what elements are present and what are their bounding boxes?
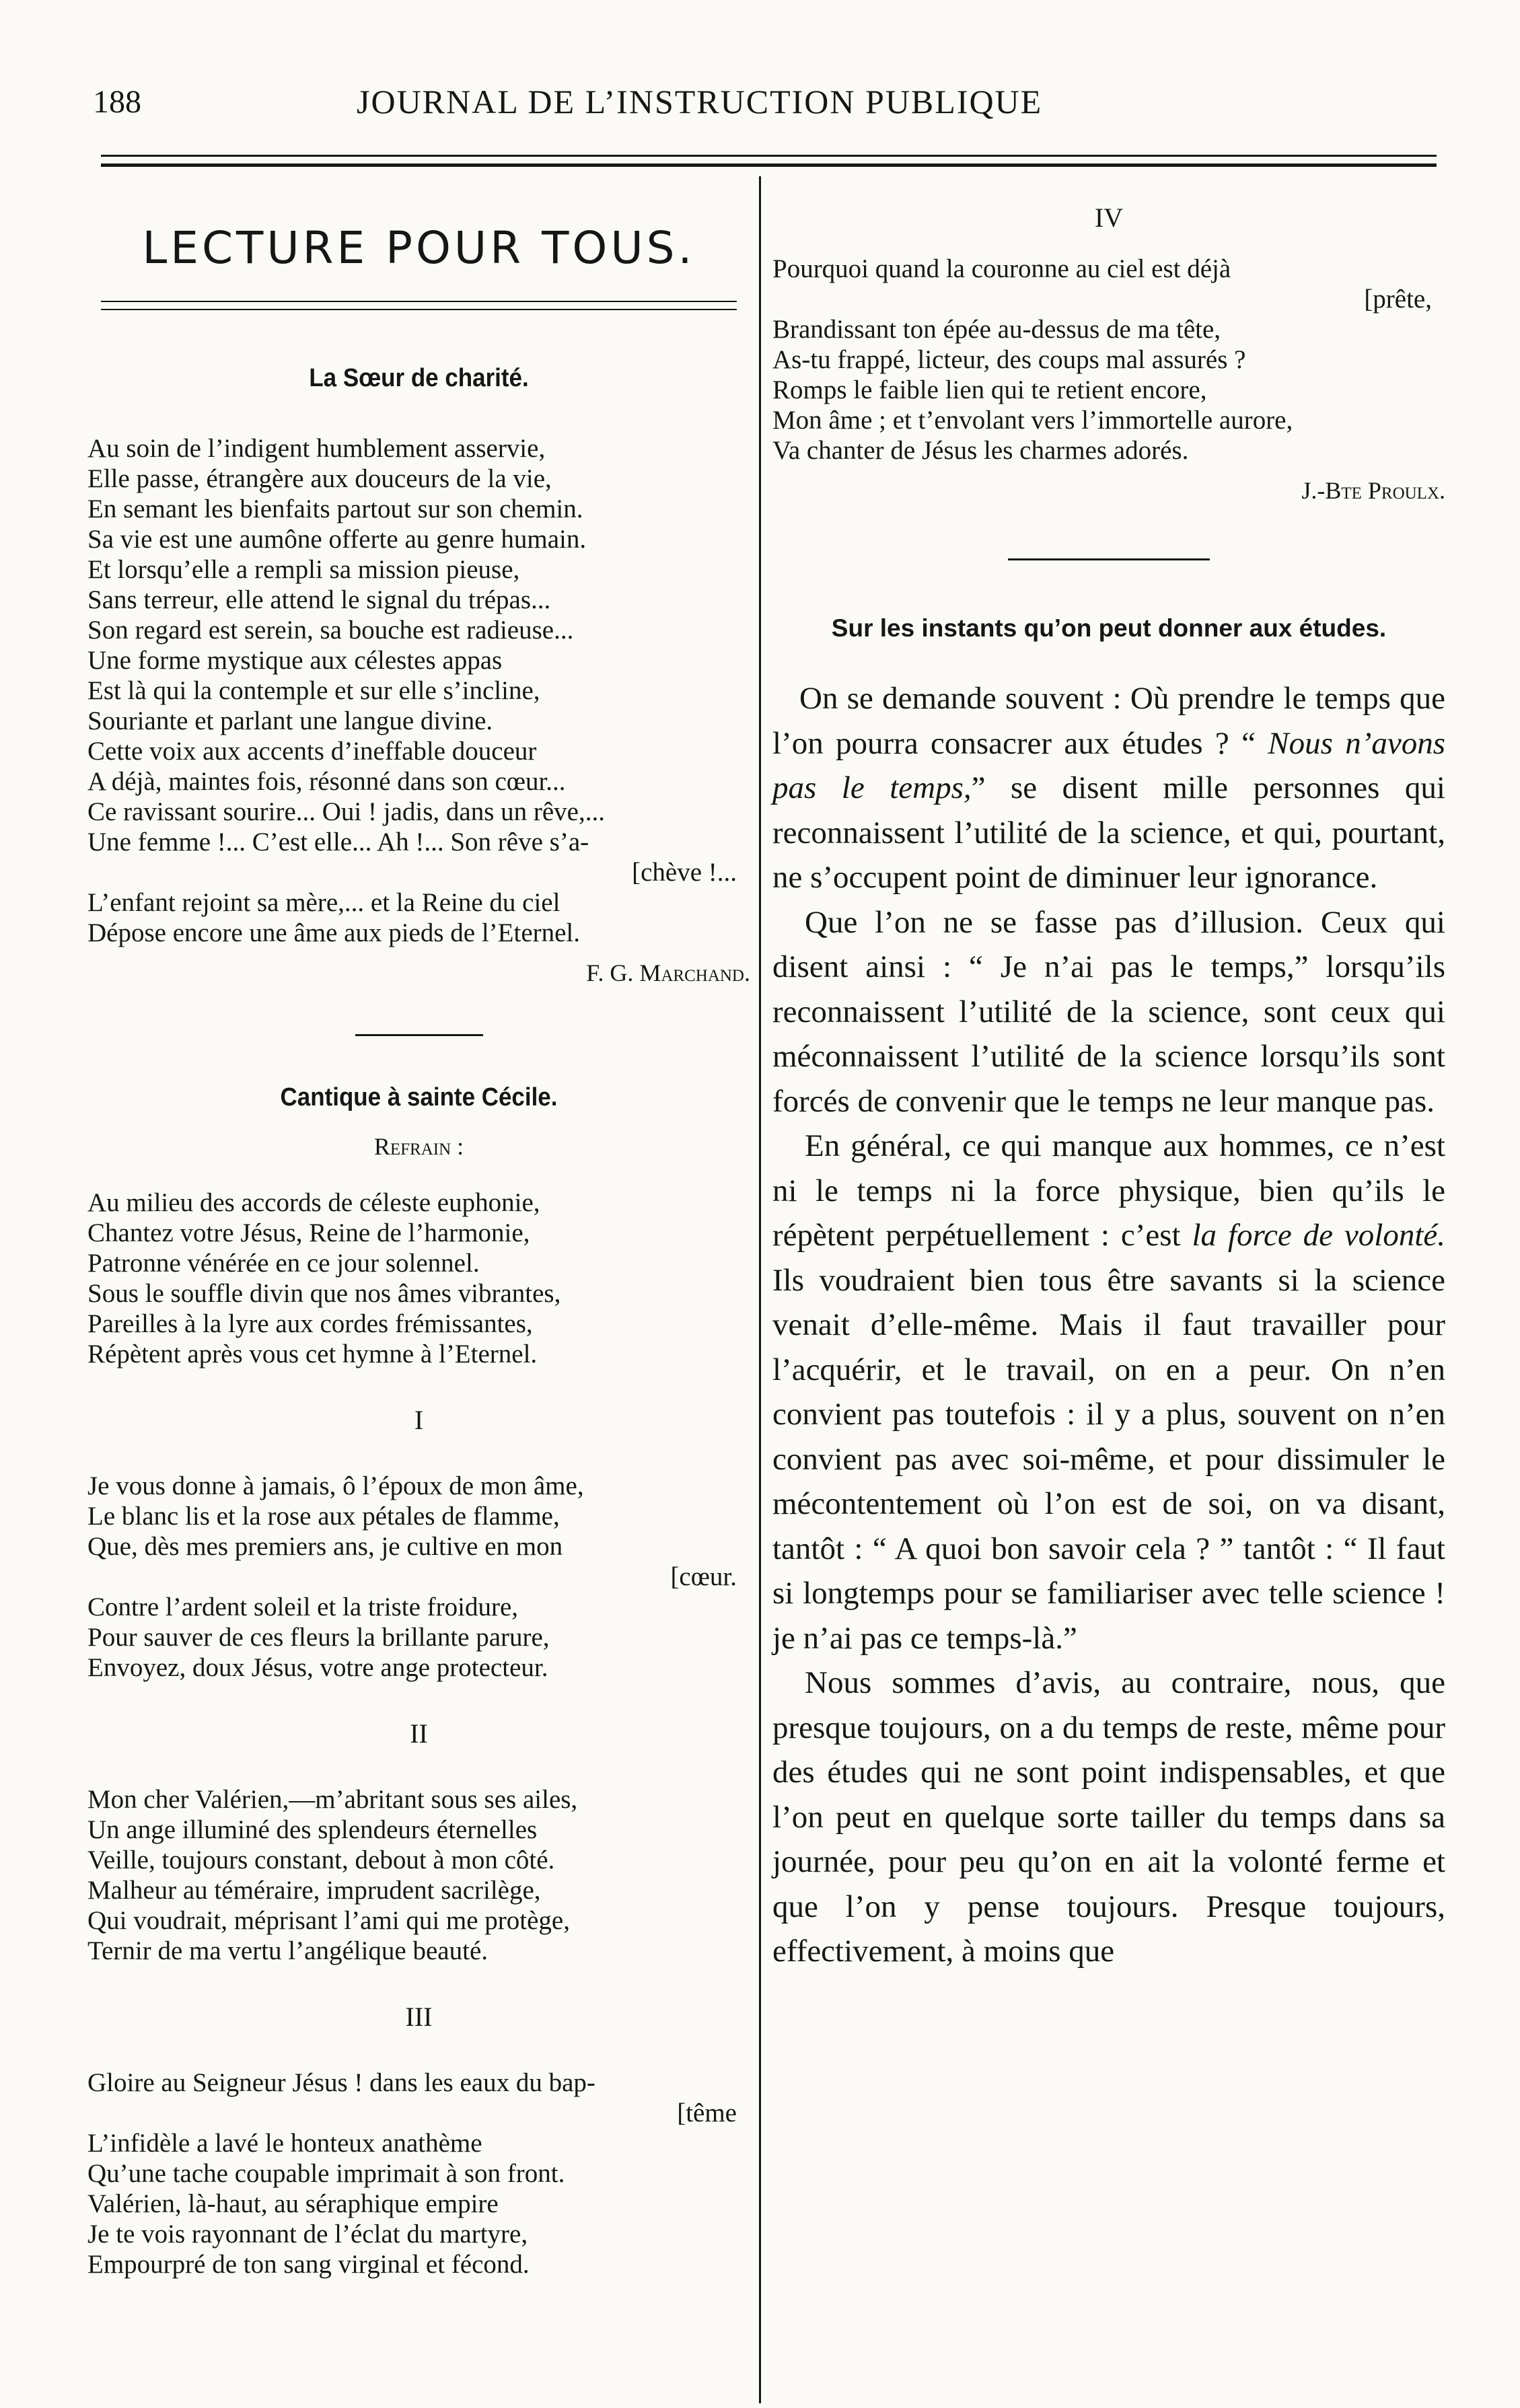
verse-continuation: [prête, xyxy=(1364,285,1432,314)
stanza-number: II xyxy=(410,1718,428,1749)
right-column xyxy=(772,195,1445,1974)
stanza-3 xyxy=(87,2068,750,2279)
verse-line: Une femme !... C’est elle... Ah !... Son rêve s’a- xyxy=(87,828,589,856)
poem-title-soeur: La Sœur de charité. xyxy=(309,364,529,392)
verse-line: Pourquoi quand la couronne au ciel est déjà xyxy=(772,254,1231,283)
verse-line: Ternir de ma vertu l’angélique beauté. xyxy=(87,1936,488,1965)
verse-line: Sans terreur, elle attend le signal du trépas... xyxy=(87,585,551,614)
poem-title-cecile: Cantique à sainte Cécile. xyxy=(280,1083,558,1111)
refrain xyxy=(87,1188,750,1369)
text-run: En général, ce qui manque aux hommes, ce n’est ni le temps ni la force physique, bien qu’ils le répètent perpétuellement : c’est xyxy=(772,1128,1445,1253)
journal-title: JOURNAL DE L’INSTRUCTION PUBLIQUE xyxy=(357,83,1043,120)
verse-line: Je vous donne à jamais, ô l’époux de mon âme, xyxy=(87,1471,584,1500)
stanza-number: IV xyxy=(1094,203,1124,233)
signature-name: Marchand. xyxy=(639,959,750,986)
verse-line: Gloire au Seigneur Jésus ! dans les eaux du bap- xyxy=(87,2068,595,2097)
separator-rule xyxy=(355,1034,483,1036)
verse-line: Que, dès mes premiers ans, je cultive en mon xyxy=(87,1532,563,1561)
verse-line: Je te vois rayonnant de l’éclat du martyre, xyxy=(87,2220,528,2249)
essay-paragraph xyxy=(772,676,1445,900)
stanza-1 xyxy=(87,1471,750,1683)
verse-line: Veille, toujours constant, debout à mon côté. xyxy=(87,1846,555,1874)
essay-paragraph: Que l’on ne se fasse pas d’illusion. Ceux qui disent ainsi : “ Je n’ai pas le temps,” lorsqu’ils reconnaissent l’utilité de la science, sont ceux qui méconnaissent l’utilité de la science lorsqu’ils sont forcés de convenir que le temps ne leur manque pas. xyxy=(772,904,1445,1119)
verse-line: Malheur au téméraire, imprudent sacrilège, xyxy=(87,1876,541,1905)
column-divider xyxy=(759,176,761,2403)
signature-proulx xyxy=(772,476,1445,505)
verse-line: Est là qui la contemple et sur elle s’incline, xyxy=(87,676,540,705)
essay-paragraph xyxy=(772,1124,1445,1661)
verse-line: L’enfant rejoint sa mère,... et la Reine du ciel xyxy=(87,888,560,917)
verse-line: Empourpré de ton sang virginal et fécond. xyxy=(87,2250,530,2279)
verse-line: Ce ravissant sourire... Oui ! jadis, dans un rêve,... xyxy=(87,797,605,826)
verse-line: A déjà, maintes fois, résonné dans son cœur... xyxy=(87,767,566,796)
page-number: 188 xyxy=(93,84,141,120)
left-column xyxy=(87,182,750,2279)
verse-line: Valérien, là-haut, au séraphique empire xyxy=(87,2189,499,2218)
verse-line: Son regard est serein, sa bouche est radieuse... xyxy=(87,616,574,645)
verse-line: Une forme mystique aux célestes appas xyxy=(87,646,503,675)
separator-rule xyxy=(1008,558,1210,560)
verse-line: Sous le souffle divin que nos âmes vibrantes, xyxy=(87,1279,561,1308)
verse-line: Le blanc lis et la rose aux pétales de flamme, xyxy=(87,1502,560,1531)
verse-line: Au soin de l’indigent humblement asservie, xyxy=(87,434,546,463)
verse-line: Chantez votre Jésus, Reine de l’harmonie, xyxy=(87,1218,530,1247)
verse-line: Répètent après vous cet hymne à l’Eternel. xyxy=(87,1340,538,1369)
verse-line: En semant les bienfaits partout sur son chemin. xyxy=(87,495,583,523)
verse-line: L’infidèle a lavé le honteux anathème xyxy=(87,2129,482,2158)
text-run: ” se disent mille personnes qui reconnaissent l’utilité de la science, et qui, pourtant, ne s’occupent point de diminuer leur ignorance. xyxy=(772,770,1445,895)
verse-line: Envoyez, doux Jésus, votre ange protecteur. xyxy=(87,1653,548,1682)
italic-run: Nous n’avons pas le temps, xyxy=(772,725,1446,805)
verse-line: Sa vie est une aumône offerte au genre humain. xyxy=(87,525,587,554)
refrain-label: Refrain : xyxy=(373,1133,464,1160)
verse-line: Va chanter de Jésus les charmes adorés. xyxy=(772,436,1189,465)
signature-marchand xyxy=(87,959,750,987)
essay-paragraph: Nous sommes d’avis, au contraire, nous, que presque toujours, on a du temps de reste, même pour des études qui ne sont point indispensables, et que l’on peut en quelque sorte tailler du temps dans sa journée, pour peu qu’on en ait la volonté ferme et que l’on y pense toujours. Presque toujours, effectivement, à moins que xyxy=(772,1665,1445,1969)
verse-line: Patronne vénérée en ce jour solennel. xyxy=(87,1249,480,1278)
verse-line: Dépose encore une âme aux pieds de l’Eternel. xyxy=(87,918,581,947)
text-run: Ils voudraient bien tous être savants si la science venait d’elle-même. Mais il faut travailler pour l’acquérir, et le travail, on en a peur. On n’en convient pas toutefois : il y a plus, souvent on n’en convient pas avec soi-même, et pour dissimuler le mécontentement où l’on est de soi, on va disant, tantôt : “ A quoi bon savoir cela ? ” tantôt : “ Il faut si longtemps pour se familiariser avec telle science ! je n’ai pas ce temps-là.” xyxy=(772,1262,1445,1656)
stanza-4 xyxy=(772,254,1445,466)
verse-line: Contre l’ardent soleil et la triste froidure, xyxy=(87,1593,519,1621)
verse-line: Un ange illuminé des splendeurs éternelles xyxy=(87,1815,538,1844)
essay-title: Sur les instants qu’on peut donner aux études. xyxy=(831,614,1387,642)
verse-line: Pareilles à la lyre aux cordes frémissantes, xyxy=(87,1309,533,1338)
verse-line: Cette voix aux accents d’ineffable douceur xyxy=(87,737,537,766)
verse-continuation: [chève !... xyxy=(632,858,737,887)
verse-line: Mon âme ; et t’envolant vers l’immortelle aurore, xyxy=(772,406,1293,435)
signature-prefix: J.- xyxy=(1301,477,1326,504)
verse-line: Romps le faible lien qui te retient encore, xyxy=(772,375,1207,404)
verse-continuation: [tême xyxy=(677,2099,737,2127)
poem-soeur xyxy=(87,433,750,948)
verse-line: Au milieu des accords de céleste euphonie, xyxy=(87,1188,540,1217)
verse-line: As-tu frappé, licteur, des coups mal assurés ? xyxy=(772,345,1246,374)
verse-line: Qui voudrait, méprisant l’ami qui me protège, xyxy=(87,1906,570,1935)
verse-line: Et lorsqu’elle a rempli sa mission pieuse, xyxy=(87,555,520,584)
verse-line: Mon cher Valérien,—m’abritant sous ses ailes, xyxy=(87,1785,578,1814)
essay-body xyxy=(772,676,1445,1974)
signature-prefix: F. G. xyxy=(586,959,640,986)
header-rule-top xyxy=(101,155,1437,157)
italic-run: la force de volonté. xyxy=(1192,1218,1445,1253)
header-rule-bottom xyxy=(101,163,1437,167)
verse-line: Qu’une tache coupable imprimait à son front. xyxy=(87,2159,565,2188)
stanza-2 xyxy=(87,1784,750,1966)
text-run: On se demande souvent : Où prendre le temps que l’on pourra consacrer aux études ? “ xyxy=(772,681,1445,761)
stanza-number: I xyxy=(414,1405,424,1435)
verse-line: Pour sauver de ces fleurs la brillante parure, xyxy=(87,1623,550,1652)
double-rule xyxy=(101,301,737,310)
stanza-number: III xyxy=(405,2002,433,2032)
verse-line: Brandissant ton épée au-dessus de ma tête, xyxy=(772,315,1221,344)
verse-line: Souriante et parlant une langue divine. xyxy=(87,706,493,735)
verse-line: Elle passe, étrangère aux douceurs de la vie, xyxy=(87,464,552,493)
verse-continuation: [cœur. xyxy=(670,1562,737,1591)
section-title: LECTURE POUR TOUS. xyxy=(142,222,696,274)
signature-name: Bte Proulx. xyxy=(1325,477,1445,504)
